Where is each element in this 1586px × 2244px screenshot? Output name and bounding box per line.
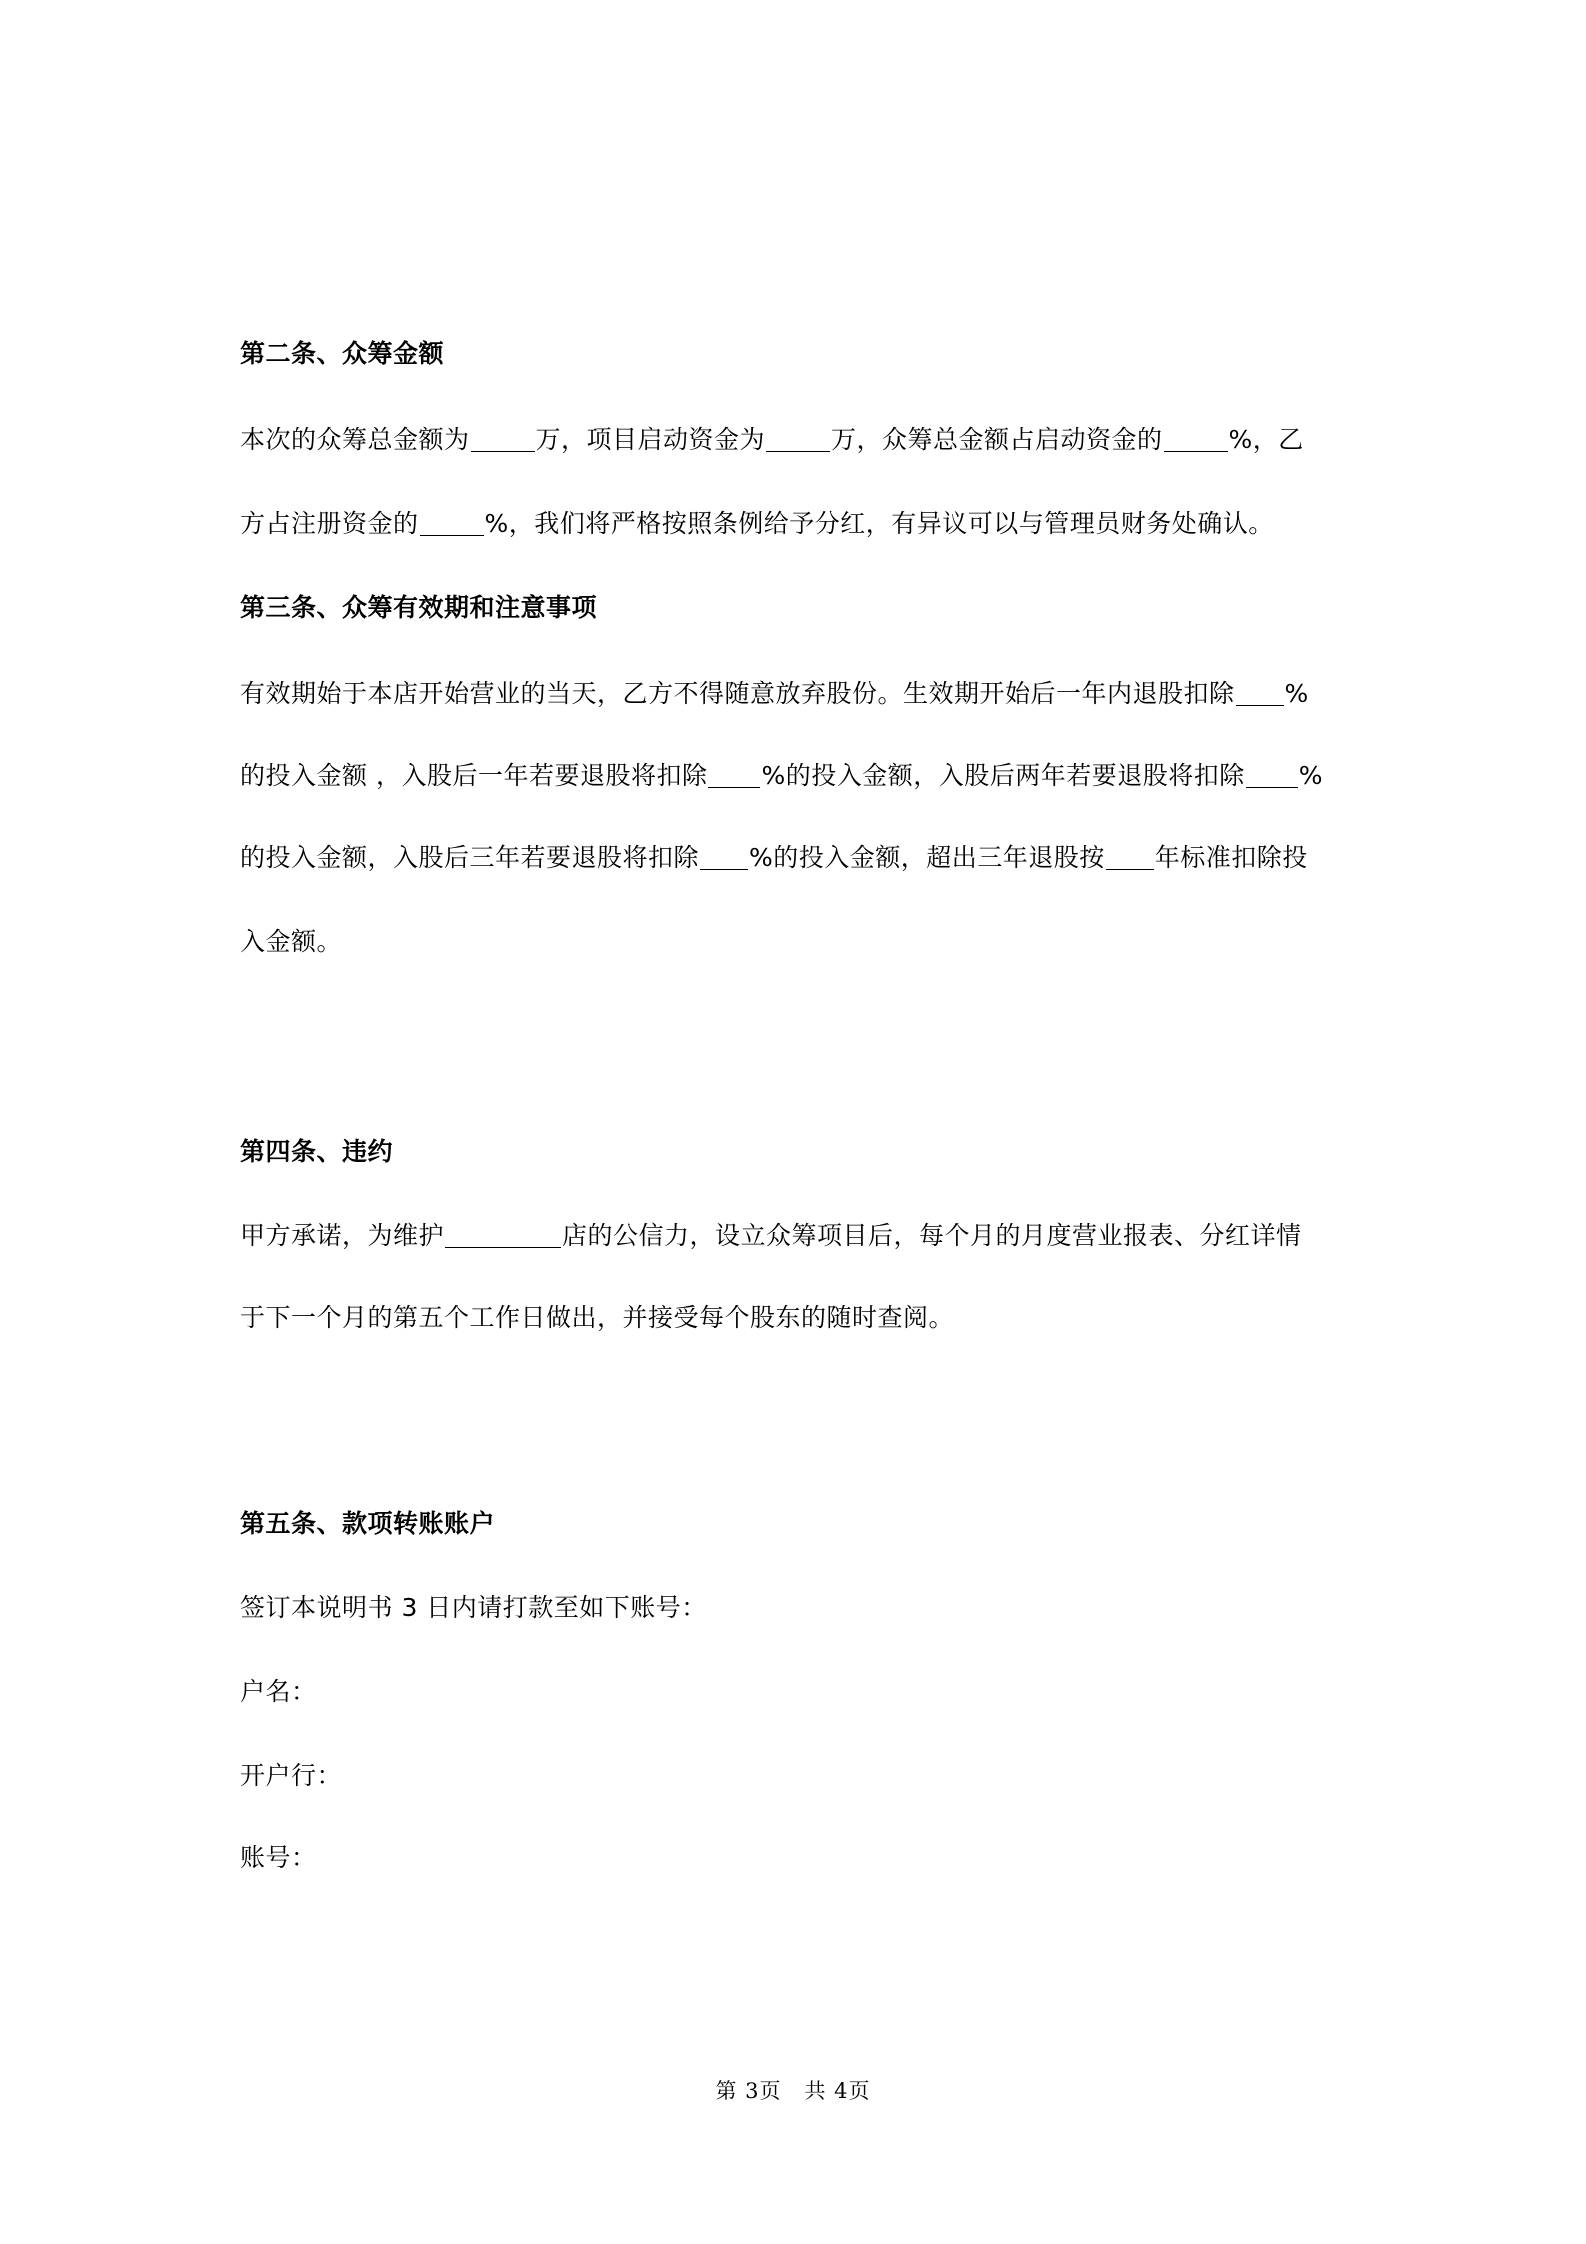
blank-startup-capital bbox=[766, 421, 830, 452]
text-segment: %，乙 bbox=[1228, 425, 1304, 454]
text-segment: % bbox=[1284, 679, 1309, 708]
blank-three-year-deduction bbox=[700, 839, 748, 870]
account-name-label: 户名： bbox=[240, 1677, 317, 1706]
article-2-line-1 bbox=[240, 420, 1304, 460]
blank-total-amount bbox=[471, 421, 535, 452]
article-4-line-1 bbox=[240, 1216, 1302, 1256]
page-footer: 第 3页 共 4页 bbox=[715, 2079, 871, 2103]
text-segment: 的投入金额 ，入股后一年若要退股将扣除 bbox=[240, 761, 708, 790]
article-3-line-1 bbox=[240, 674, 1309, 714]
text-segment: 的投入金额，入股后三年若要退股将扣除 bbox=[240, 843, 700, 872]
text-segment: %的投入金额，超出三年退股按 bbox=[749, 843, 1105, 872]
text-segment: 甲方承诺，为维护 bbox=[240, 1221, 445, 1250]
blank-registered-capital-percentage bbox=[420, 505, 484, 536]
blank-first-year-deduction bbox=[1236, 675, 1284, 706]
article-2-title: 第二条、众筹金额 bbox=[240, 339, 445, 368]
text-segment: %，我们将严格按照条例给予分红，有异议可以与管理员财务处确认。 bbox=[484, 509, 1274, 538]
blank-store-name bbox=[445, 1217, 561, 1248]
text-segment: 万，众筹总金额占启动资金的 bbox=[831, 425, 1163, 454]
blank-one-year-deduction bbox=[708, 757, 760, 788]
blank-standard-year bbox=[1106, 839, 1154, 870]
article-5-title: 第五条、款项转账账户 bbox=[240, 1509, 496, 1538]
text-segment: 店的公信力，设立众筹项目后，每个月的月度营业报表、分红详情 bbox=[562, 1221, 1302, 1250]
article-3-line-3 bbox=[240, 838, 1308, 878]
article-2-line-2 bbox=[240, 504, 1274, 544]
text-segment: %的投入金额，入股后两年若要退股将扣除 bbox=[761, 761, 1245, 790]
text-segment: % bbox=[1298, 761, 1323, 790]
article-3-line-4: 入金额。 bbox=[240, 927, 343, 956]
text-segment: 万，项目启动资金为 bbox=[535, 425, 766, 454]
text-segment: 方占注册资金的 bbox=[240, 509, 419, 538]
article-5-line-1: 签订本说明书 3 日内请打款至如下账号： bbox=[240, 1593, 707, 1622]
article-4-title: 第四条、违约 bbox=[240, 1137, 394, 1166]
text-segment: 有效期始于本店开始营业的当天，乙方不得随意放弃股份。生效期开始后一年内退股扣除 bbox=[240, 679, 1235, 708]
text-segment: 本次的众筹总金额为 bbox=[240, 425, 470, 454]
text-segment: 年标准扣除投 bbox=[1154, 843, 1308, 872]
account-number-label: 账号： bbox=[240, 1843, 317, 1872]
article-3-title: 第三条、众筹有效期和注意事项 bbox=[240, 593, 598, 622]
blank-percentage bbox=[1164, 421, 1228, 452]
blank-two-year-deduction bbox=[1246, 757, 1298, 788]
bank-label: 开户行： bbox=[240, 1761, 343, 1790]
article-4-line-2: 于下一个月的第五个工作日做出，并接受每个股东的随时查阅。 bbox=[240, 1303, 955, 1332]
article-3-line-2 bbox=[240, 756, 1323, 796]
